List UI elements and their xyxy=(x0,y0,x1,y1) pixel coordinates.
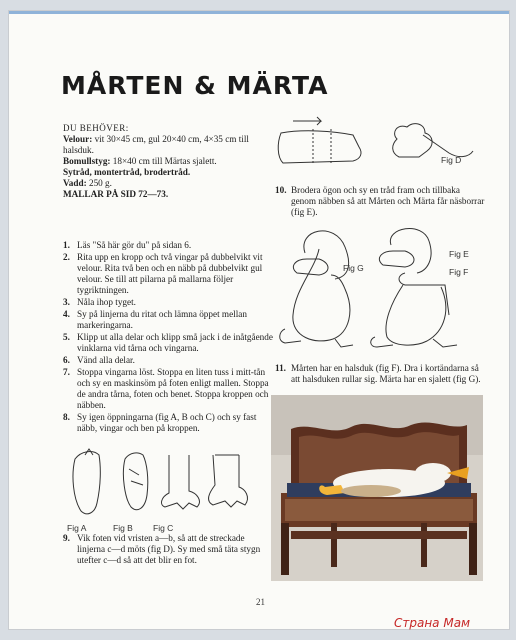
fig-a-label: Fig A xyxy=(67,523,87,533)
beak-outline xyxy=(379,251,414,267)
body-part-outline xyxy=(129,469,143,485)
body-part-outline xyxy=(123,453,147,510)
step-10 xyxy=(275,185,485,218)
body-outline xyxy=(386,285,446,345)
step-item: 2. Rita upp en kropp och två vingar på dubbelvikt vit velour. Rita två ben och en näbb på dubbelvikt gul velour. Se till att pilarna på mallarna följer tygriktningen. xyxy=(63,252,263,295)
step-item: 5. Klipp ut alla delar och klipp små jack i de inåtgående vinklarna vid tårna och vingarna. xyxy=(63,332,273,353)
materials-item: Bomullstyg: 18×40 cm till Märtas sjalett. xyxy=(63,156,217,166)
leg-outline xyxy=(423,135,473,157)
step-item: 8. Sy igen öppningarna (fig A, B och C) och sy fast näbb, vingar och ben på kroppen. xyxy=(63,412,257,433)
step-9 xyxy=(63,533,273,567)
geese-bench-photo xyxy=(271,395,483,581)
step-item: 1. Läs "Så här gör du" på sidan 6. xyxy=(63,240,192,250)
materials-item: MALLAR PÅ SID 72—73. xyxy=(63,189,169,199)
foot-outline xyxy=(371,337,457,347)
instruction-steps xyxy=(63,240,273,434)
foot-outline xyxy=(393,124,432,157)
body-outline xyxy=(293,249,350,341)
step-item: 4. Sy på linjerna du ritat och lämna öppet mellan markeringarna. xyxy=(63,309,247,330)
site-watermark: Страна Мам xyxy=(394,616,471,630)
needs-heading: DU BEHÖVER: xyxy=(63,123,129,133)
fig-c-label: Fig C xyxy=(153,523,174,533)
fig-d-illustration xyxy=(273,113,489,179)
materials-item: Velour: vit 30×45 cm, gul 20×40 cm, 4×35 cm till halsduk. xyxy=(63,134,249,155)
fig-efg-illustration xyxy=(275,219,471,351)
scarf-outline xyxy=(399,273,449,315)
arrow-icon xyxy=(293,117,321,125)
materials-list xyxy=(63,134,273,200)
step-item: 10. Brodera ögon och sy en tråd fram och tillbaka genom näbben så att Mårten och Märta får näsborrar (fig E). xyxy=(275,185,485,217)
page-number: 21 xyxy=(256,597,265,607)
materials-item: Vadd: 250 g. xyxy=(63,178,112,188)
step-item: 6. Vänd alla delar. xyxy=(63,355,135,365)
fig-e-label: Fig E xyxy=(449,249,469,259)
materials-item: Sytråd, montertråd, brodertråd. xyxy=(63,167,191,177)
step-11 xyxy=(275,363,485,385)
fig-b-label: Fig B xyxy=(113,523,133,533)
fig-abc-illustration xyxy=(65,445,265,527)
page-title: MÅRTEN & MÄRTA xyxy=(61,71,329,100)
fig-f-label: Fig F xyxy=(449,267,469,277)
magazine-page xyxy=(8,10,510,630)
foot-outline xyxy=(278,131,361,163)
left-column xyxy=(63,123,273,435)
step-item: 3. Nåla ihop tyget. xyxy=(63,297,136,307)
step-item: 11. Mårten har en halsduk (fig F). Dra i kortändarna så att halsduken rullar sig. Märta har en sjalett (fig G). xyxy=(275,363,481,384)
fig-d-label: Fig D xyxy=(441,155,462,165)
body-part-outline xyxy=(209,455,248,507)
fig-g-label: Fig G xyxy=(343,263,364,273)
body-part-outline xyxy=(162,455,200,509)
beak-outline xyxy=(293,259,328,275)
step-item: 7. Stoppa vingarna löst. Stoppa en liten tuss i mitt-tån och sy en maskinsöm på foten enligt mallen. Stoppa de andra tårna, foten och benet. Stoppa kroppen och näbben. xyxy=(63,367,269,410)
body-part-outline xyxy=(73,452,100,514)
foot-outline xyxy=(280,329,353,347)
top-rule xyxy=(9,11,509,14)
step-item: 9. Vik foten vid vristen a—b, så att de streckade linjerna c—d möts (fig D). Sy med små täta stygn utefter c—d så att det blir en fot. xyxy=(63,533,261,565)
